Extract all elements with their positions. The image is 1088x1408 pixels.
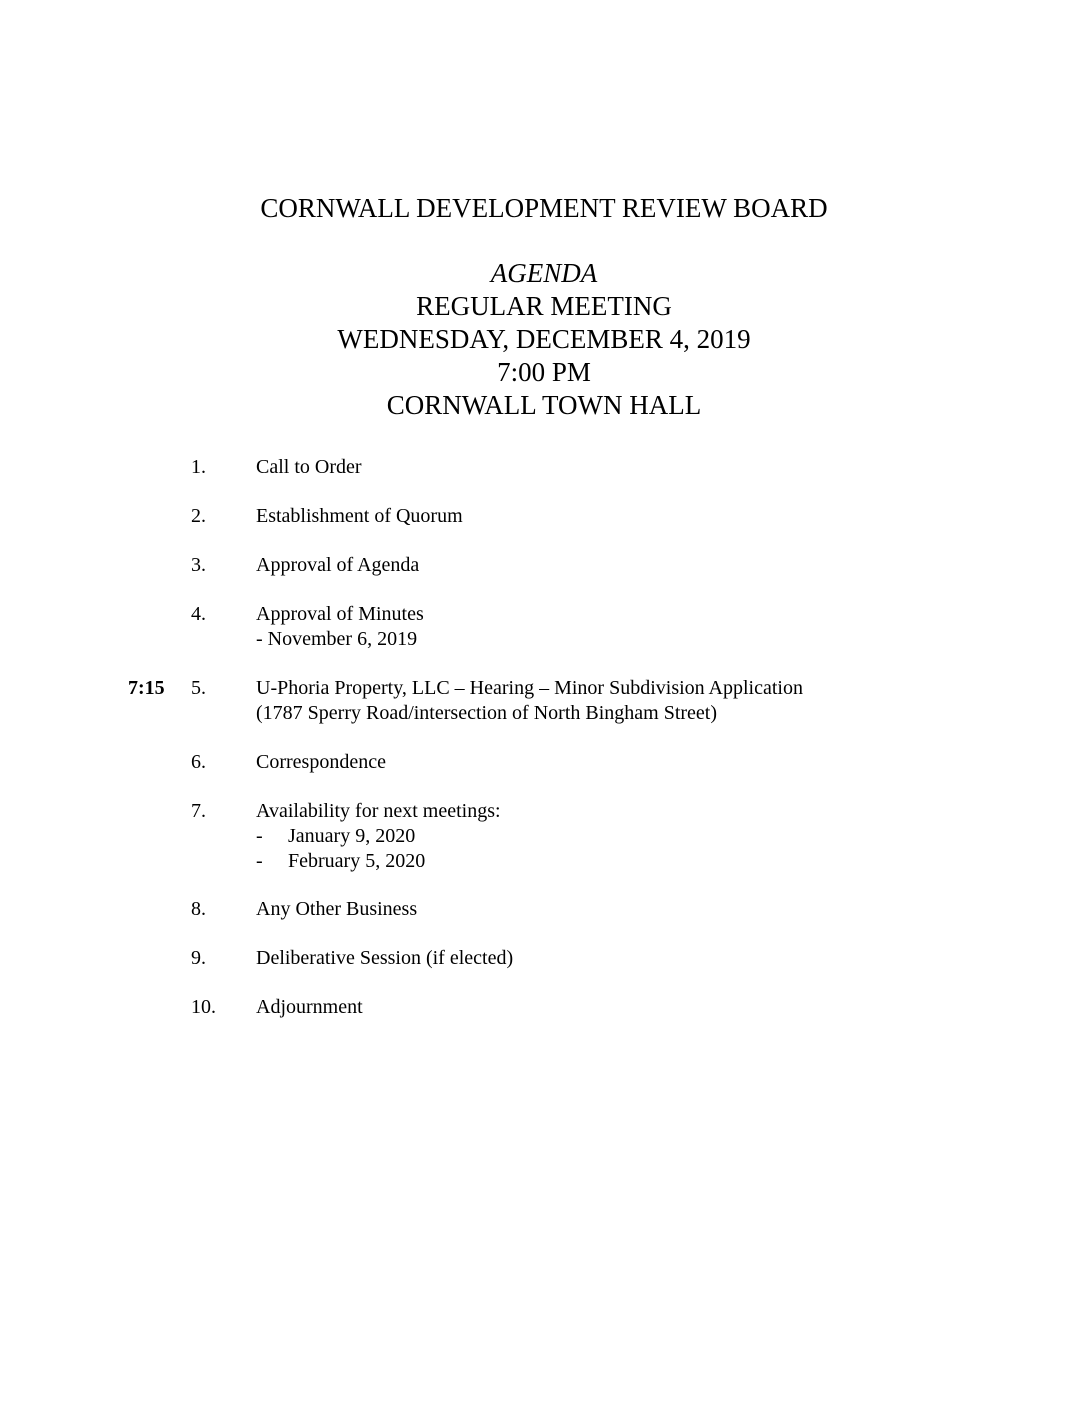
- meeting-location: CORNWALL TOWN HALL: [386, 390, 702, 420]
- item-text: Correspondence: [256, 751, 386, 773]
- bullet-marker: -: [256, 850, 263, 872]
- meeting-type: REGULAR MEETING: [416, 291, 672, 321]
- item-text: Any Other Business: [256, 898, 418, 920]
- agenda-heading: AGENDA: [490, 258, 598, 288]
- item-number: 1.: [191, 456, 206, 478]
- item-number: 10.: [191, 996, 216, 1018]
- item-text: Call to Order: [256, 456, 362, 478]
- bullet-item: February 5, 2020: [288, 850, 426, 872]
- item-number: 4.: [191, 603, 206, 625]
- item-text: Approval of Agenda: [256, 554, 420, 576]
- item-number: 5.: [191, 677, 206, 699]
- item-text: Approval of Minutes: [256, 603, 424, 625]
- bullet-marker: -: [256, 825, 263, 847]
- item-number: 7.: [191, 800, 206, 822]
- item-text: Establishment of Quorum: [256, 505, 463, 527]
- meeting-time: 7:00 PM: [497, 357, 591, 387]
- item-number: 2.: [191, 505, 206, 527]
- item-text: U-Phoria Property, LLC – Hearing – Minor Subdivision Application: [256, 677, 803, 699]
- item-time-marker: 7:15: [128, 677, 165, 699]
- board-title: CORNWALL DEVELOPMENT REVIEW BOARD: [260, 193, 828, 223]
- meeting-date: WEDNESDAY, DECEMBER 4, 2019: [337, 324, 751, 354]
- item-text: Adjournment: [256, 996, 363, 1018]
- item-text: Deliberative Session (if elected): [256, 947, 514, 969]
- item-number: 6.: [191, 751, 206, 773]
- bullet-item: January 9, 2020: [288, 825, 416, 847]
- item-text: Availability for next meetings:: [256, 800, 501, 822]
- item-number: 8.: [191, 898, 206, 920]
- item-number: 3.: [191, 554, 206, 576]
- item-number: 9.: [191, 947, 206, 969]
- item-subtext: - November 6, 2019: [256, 628, 418, 650]
- item-subtext: (1787 Sperry Road/intersection of North Bingham Street): [256, 702, 718, 724]
